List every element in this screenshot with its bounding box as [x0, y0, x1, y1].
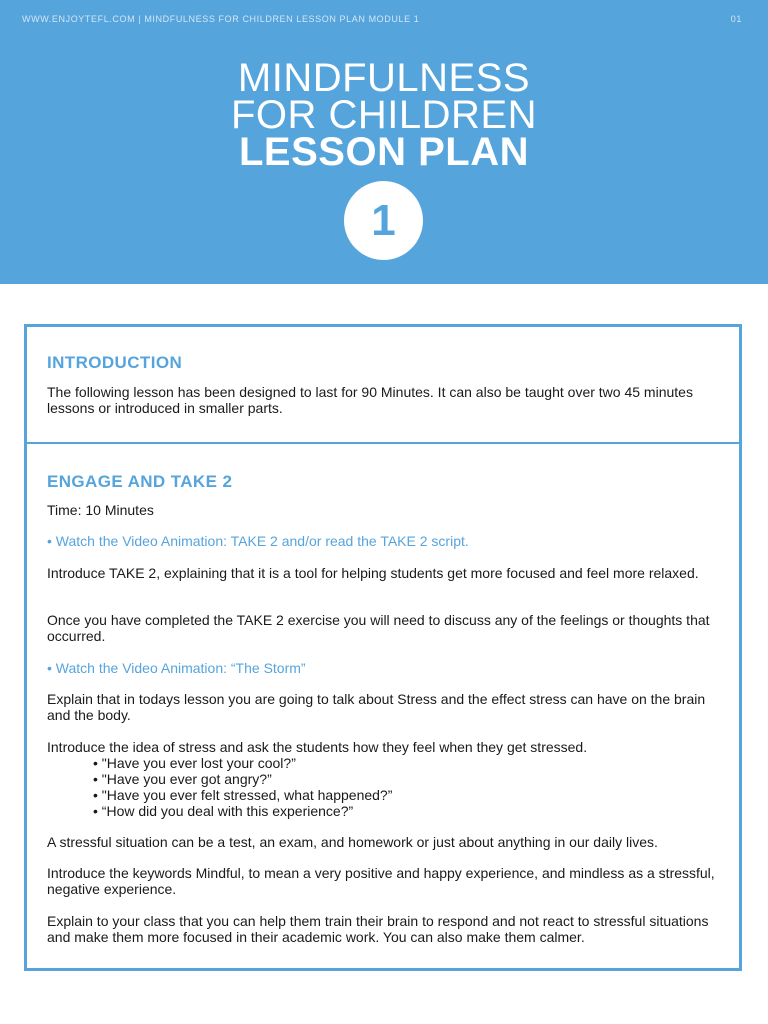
introduction-heading: INTRODUCTION	[47, 353, 183, 372]
list-item: • “How did you deal with this experience?”	[93, 803, 354, 819]
engage-paragraph-6: Introduce the keywords Mindful, to mean a very positive and happy experience, and mindless as a stressful, negative experience.	[47, 865, 715, 897]
list-item: • "Have you ever felt stressed, what happened?”	[93, 787, 393, 803]
engage-paragraph-7: Explain to your class that you can help them train their brain to respond and not react to stressful situations and make them more focused in their academic work. You can also make them calmer.	[47, 913, 709, 945]
engage-heading: ENGAGE AND TAKE 2	[47, 472, 233, 491]
header-banner	[0, 0, 768, 284]
engage-paragraph-1: Introduce TAKE 2, explaining that it is a tool for helping students get more focused and feel more relaxed.	[47, 565, 699, 581]
question-list	[93, 755, 392, 819]
video-link-storm[interactable]: • Watch the Video Animation: “The Storm”	[47, 660, 306, 676]
header-source-text: WWW.ENJOYTEFL.COM | MINDFULNESS FOR CHILDREN LESSON PLAN MODULE 1	[22, 14, 420, 24]
module-number-badge: 1	[344, 181, 423, 260]
engage-paragraph-5: A stressful situation can be a test, an exam, and homework or just about anything in our daily lives.	[47, 834, 658, 850]
engage-time: Time: 10 Minutes	[47, 502, 154, 518]
video-link-take2[interactable]: • Watch the Video Animation: TAKE 2 and/or read the TAKE 2 script.	[47, 533, 469, 549]
engage-paragraph-2: Once you have completed the TAKE 2 exercise you will need to discuss any of the feelings or thoughts that occurred.	[47, 612, 710, 644]
title-line-1: MINDFULNESS	[237, 56, 531, 100]
lesson-content-box	[24, 324, 742, 971]
engage-paragraph-3: Explain that in todays lesson you are going to talk about Stress and the effect stress can have on the brain and the body.	[47, 691, 706, 723]
header-topline	[22, 14, 742, 24]
title-line-3: LESSON PLAN	[239, 130, 529, 174]
engage-paragraph-4: Introduce the idea of stress and ask the students how they feel when they get stressed.	[47, 739, 588, 755]
introduction-text: The following lesson has been designed to last for 90 Minutes. It can also be taught over two 45 minutes lessons or introduced in smaller parts.	[47, 384, 693, 416]
list-item: • "Have you ever lost your cool?”	[93, 755, 296, 771]
section-divider	[27, 442, 739, 444]
title-line-2: FOR CHILDREN	[230, 93, 538, 137]
list-item: • "Have you ever got angry?”	[93, 771, 272, 787]
page-number: 01	[730, 14, 742, 24]
